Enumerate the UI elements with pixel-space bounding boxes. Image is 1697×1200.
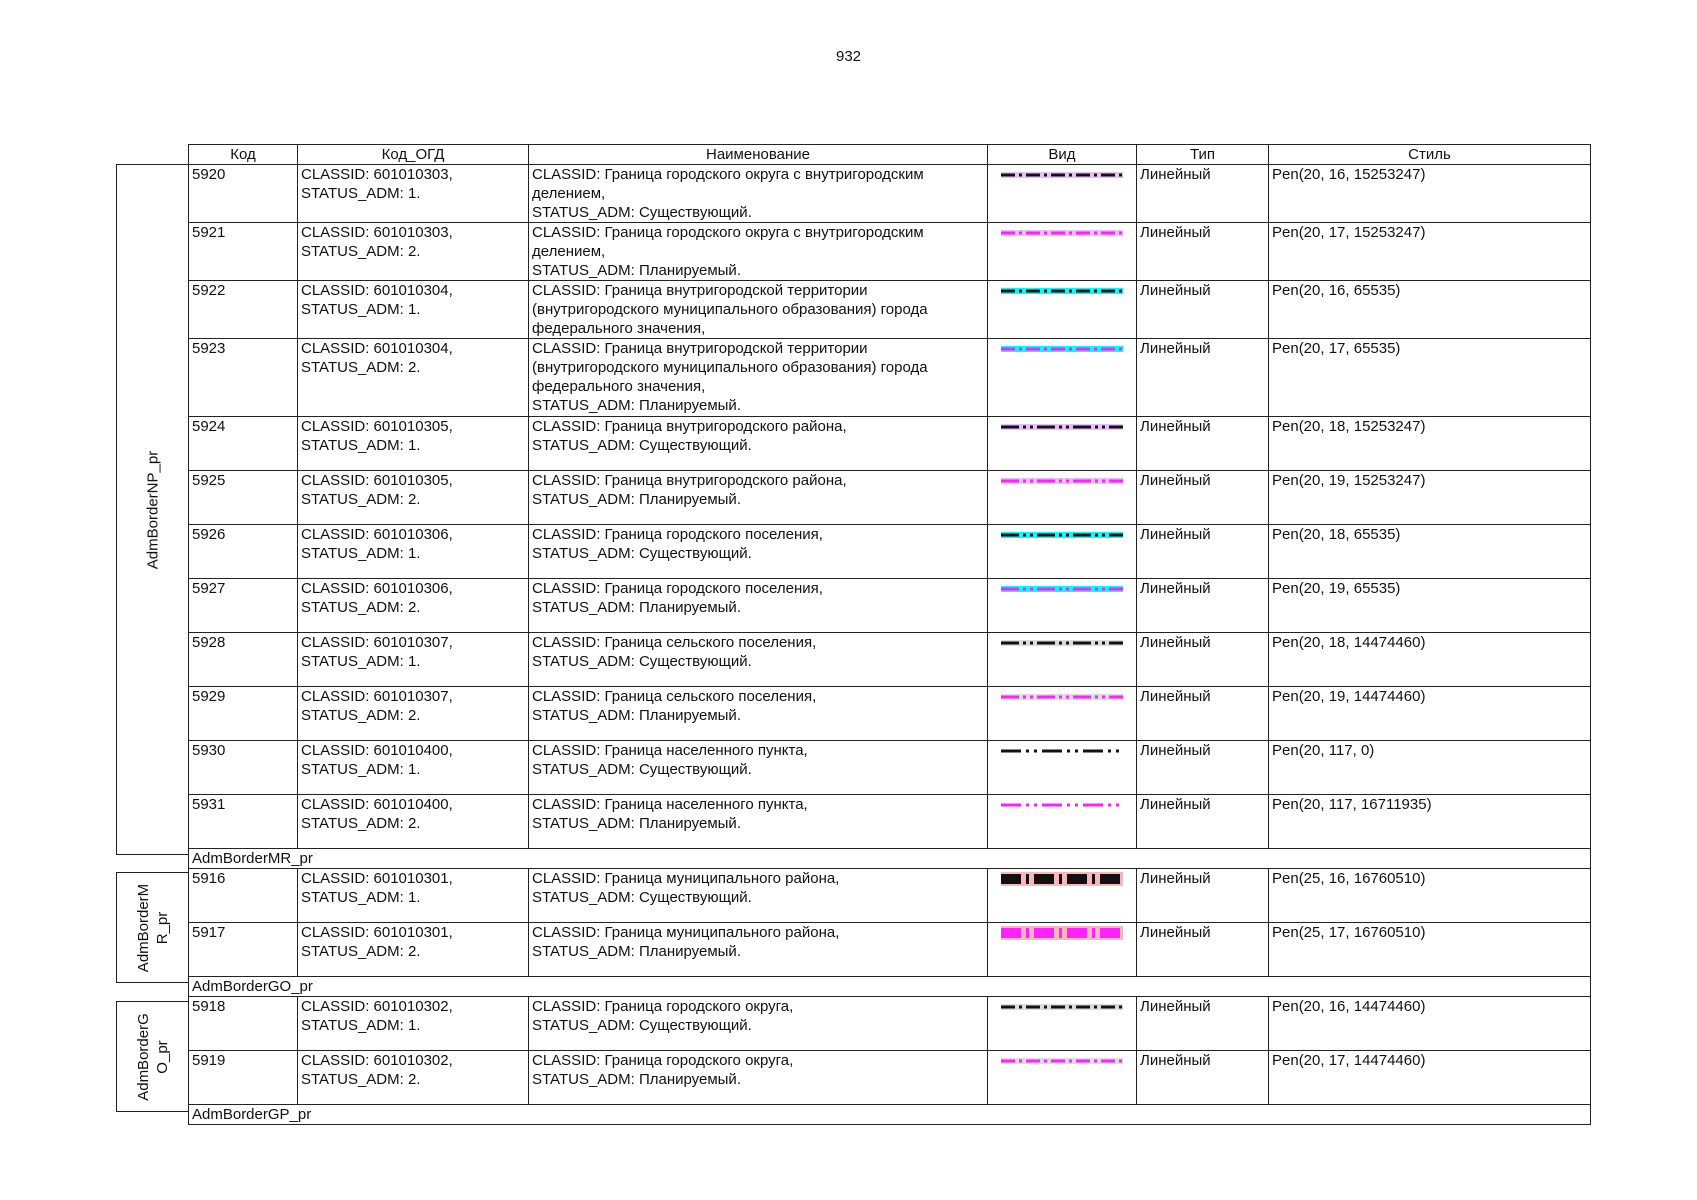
kod-value: 5918	[192, 998, 226, 1015]
kod-value: 5917	[192, 924, 226, 941]
cell-tip	[1137, 525, 1269, 579]
name-line: STATUS_ADM: Планируемый.	[532, 599, 741, 616]
cell-style	[1269, 741, 1591, 795]
cell-vid	[988, 997, 1137, 1051]
cell-tip	[1137, 997, 1269, 1051]
cell-kod-ogd	[298, 417, 529, 471]
ogd-line-2: STATUS_ADM: 2.	[301, 599, 421, 616]
cell-kod-ogd	[298, 997, 529, 1051]
name-line: CLASSID: Граница внутригородского района,	[532, 472, 847, 489]
ogd-line-1: CLASSID: 601010304,	[301, 282, 453, 299]
style-value: Pen(20, 117, 16711935)	[1272, 796, 1432, 813]
style-value: Pen(20, 16, 14474460)	[1272, 998, 1426, 1015]
cell-kod	[189, 795, 298, 849]
style-value: Pen(20, 19, 14474460)	[1272, 688, 1426, 705]
kod-value: 5920	[192, 166, 226, 183]
name-line: STATUS_ADM: Существующий.	[532, 204, 752, 221]
cell-name	[529, 471, 988, 525]
cell-style	[1269, 471, 1591, 525]
tip-value: Линейный	[1140, 340, 1211, 357]
cell-name	[529, 579, 988, 633]
name-line: делением,	[532, 243, 606, 260]
ogd-line-2: STATUS_ADM: 1.	[301, 301, 421, 318]
tip-value: Линейный	[1140, 924, 1211, 941]
table-row	[189, 633, 1591, 687]
cell-style	[1269, 417, 1591, 471]
sidebar-label-go-text: AdmBorderG O_pr	[134, 1012, 171, 1101]
style-value: Pen(20, 16, 65535)	[1272, 282, 1401, 299]
cell-kod	[189, 579, 298, 633]
line-style-swatch	[999, 923, 1125, 943]
cell-style	[1269, 339, 1591, 417]
ogd-line-1: CLASSID: 601010302,	[301, 1052, 453, 1069]
cell-name	[529, 223, 988, 281]
tip-value: Линейный	[1140, 1052, 1211, 1069]
cell-kod-ogd	[298, 1051, 529, 1105]
cell-kod	[189, 471, 298, 525]
name-line: CLASSID: Граница городского округа,	[532, 998, 794, 1015]
ogd-line-1: CLASSID: 601010301,	[301, 924, 453, 941]
kod-value: 5929	[192, 688, 226, 705]
legend-table	[188, 144, 1591, 1125]
line-style-swatch	[999, 417, 1125, 437]
group-label-row	[189, 849, 1591, 869]
cell-style	[1269, 687, 1591, 741]
ogd-line-2: STATUS_ADM: 1.	[301, 653, 421, 670]
name-line: STATUS_ADM: Планируемый.	[532, 397, 741, 414]
style-value: Pen(20, 17, 15253247)	[1272, 224, 1426, 241]
header-vid: Вид	[988, 145, 1137, 165]
name-line: CLASSID: Граница внутригородской территории	[532, 282, 868, 299]
kod-value: 5921	[192, 224, 226, 241]
sidebar-label-go	[134, 1009, 172, 1104]
name-line: федерального значения,	[532, 378, 706, 395]
tip-value: Линейный	[1140, 580, 1211, 597]
cell-kod	[189, 633, 298, 687]
name-line: STATUS_ADM: Планируемый.	[532, 491, 741, 508]
cell-kod	[189, 223, 298, 281]
group-label: AdmBorderGP_pr	[189, 1105, 1591, 1125]
line-style-swatch	[999, 633, 1125, 653]
ogd-line-2: STATUS_ADM: 1.	[301, 1017, 421, 1034]
name-line: делением,	[532, 185, 606, 202]
table-row	[189, 687, 1591, 741]
name-line: STATUS_ADM: Планируемый.	[532, 1071, 741, 1088]
cell-kod	[189, 997, 298, 1051]
cell-kod	[189, 165, 298, 223]
sidebar-admbordermr	[116, 872, 188, 983]
name-line: CLASSID: Граница городского округа с внутригородским	[532, 166, 924, 183]
cell-tip	[1137, 579, 1269, 633]
ogd-line-2: STATUS_ADM: 1.	[301, 761, 421, 778]
style-value: Pen(20, 19, 15253247)	[1272, 472, 1426, 489]
cell-kod	[189, 417, 298, 471]
table-row	[189, 471, 1591, 525]
table-row	[189, 795, 1591, 849]
cell-kod-ogd	[298, 795, 529, 849]
ogd-line-1: CLASSID: 601010302,	[301, 998, 453, 1015]
table-row	[189, 997, 1591, 1051]
name-line: STATUS_ADM: Существующий.	[532, 1017, 752, 1034]
cell-tip	[1137, 165, 1269, 223]
ogd-line-2: STATUS_ADM: 1.	[301, 889, 421, 906]
ogd-line-2: STATUS_ADM: 2.	[301, 815, 421, 832]
table-row	[189, 923, 1591, 977]
kod-value: 5924	[192, 418, 226, 435]
cell-vid	[988, 579, 1137, 633]
table-row	[189, 741, 1591, 795]
ogd-line-1: CLASSID: 601010400,	[301, 796, 453, 813]
table-row	[189, 525, 1591, 579]
name-line: (внутригородского муниципального образования) города	[532, 359, 928, 376]
cell-style	[1269, 923, 1591, 977]
cell-tip	[1137, 923, 1269, 977]
ogd-line-1: CLASSID: 601010307,	[301, 688, 453, 705]
cell-vid	[988, 417, 1137, 471]
line-style-swatch	[999, 741, 1125, 761]
cell-tip	[1137, 1051, 1269, 1105]
group-label-row	[189, 977, 1591, 997]
cell-name	[529, 525, 988, 579]
header-row	[189, 145, 1591, 165]
cell-vid	[988, 1051, 1137, 1105]
cell-kod	[189, 741, 298, 795]
name-line: CLASSID: Граница муниципального района,	[532, 924, 840, 941]
cell-style	[1269, 165, 1591, 223]
cell-kod-ogd	[298, 579, 529, 633]
ogd-line-2: STATUS_ADM: 1.	[301, 545, 421, 562]
name-line: CLASSID: Граница внутригородской территории	[532, 340, 868, 357]
kod-value: 5926	[192, 526, 226, 543]
cell-vid	[988, 339, 1137, 417]
tip-value: Линейный	[1140, 224, 1211, 241]
ogd-line-1: CLASSID: 601010306,	[301, 526, 453, 543]
cell-tip	[1137, 687, 1269, 741]
table-row	[189, 417, 1591, 471]
name-line: STATUS_ADM: Существующий.	[532, 889, 752, 906]
cell-tip	[1137, 339, 1269, 417]
cell-style	[1269, 869, 1591, 923]
ogd-line-1: CLASSID: 601010305,	[301, 418, 453, 435]
line-style-swatch	[999, 339, 1125, 359]
cell-style	[1269, 525, 1591, 579]
group-label: AdmBorderMR_pr	[189, 849, 1591, 869]
cell-vid	[988, 281, 1137, 339]
name-line: CLASSID: Граница населенного пункта,	[532, 796, 808, 813]
ogd-line-2: STATUS_ADM: 2.	[301, 491, 421, 508]
kod-value: 5931	[192, 796, 226, 813]
ogd-line-1: CLASSID: 601010400,	[301, 742, 453, 759]
name-line: STATUS_ADM: Планируемый.	[532, 815, 741, 832]
cell-vid	[988, 471, 1137, 525]
cell-kod	[189, 687, 298, 741]
tip-value: Линейный	[1140, 472, 1211, 489]
line-style-swatch	[999, 471, 1125, 491]
table-row	[189, 869, 1591, 923]
cell-kod-ogd	[298, 165, 529, 223]
tip-value: Линейный	[1140, 634, 1211, 651]
name-line: CLASSID: Граница сельского поселения,	[532, 688, 817, 705]
ogd-line-2: STATUS_ADM: 2.	[301, 943, 421, 960]
kod-value: 5922	[192, 282, 226, 299]
line-style-swatch	[999, 795, 1125, 815]
tip-value: Линейный	[1140, 418, 1211, 435]
style-value: Pen(20, 16, 15253247)	[1272, 166, 1426, 183]
cell-style	[1269, 579, 1591, 633]
ogd-line-2: STATUS_ADM: 2.	[301, 1071, 421, 1088]
line-style-swatch	[999, 997, 1125, 1017]
name-line: CLASSID: Граница внутригородского района,	[532, 418, 847, 435]
cell-kod-ogd	[298, 633, 529, 687]
ogd-line-1: CLASSID: 601010303,	[301, 224, 453, 241]
name-line: STATUS_ADM: Существующий.	[532, 653, 752, 670]
tip-value: Линейный	[1140, 166, 1211, 183]
line-style-swatch	[999, 223, 1125, 243]
cell-name	[529, 339, 988, 417]
kod-value: 5927	[192, 580, 226, 597]
name-line: STATUS_ADM: Существующий.	[532, 761, 752, 778]
line-style-swatch	[999, 869, 1125, 889]
cell-tip	[1137, 471, 1269, 525]
name-line: STATUS_ADM: Планируемый.	[532, 707, 741, 724]
name-line: STATUS_ADM: Существующий.	[532, 437, 752, 454]
ogd-line-1: CLASSID: 601010303,	[301, 166, 453, 183]
ogd-line-2: STATUS_ADM: 2.	[301, 707, 421, 724]
cell-kod-ogd	[298, 525, 529, 579]
ogd-line-1: CLASSID: 601010304,	[301, 340, 453, 357]
line-style-swatch	[999, 281, 1125, 301]
ogd-line-1: CLASSID: 601010307,	[301, 634, 453, 651]
tip-value: Линейный	[1140, 796, 1211, 813]
name-line: федерального значения,	[532, 320, 706, 337]
cell-vid	[988, 525, 1137, 579]
cell-name	[529, 417, 988, 471]
cell-tip	[1137, 869, 1269, 923]
cell-vid	[988, 165, 1137, 223]
cell-kod-ogd	[298, 471, 529, 525]
cell-kod-ogd	[298, 741, 529, 795]
kod-value: 5919	[192, 1052, 226, 1069]
tip-value: Линейный	[1140, 526, 1211, 543]
ogd-line-2: STATUS_ADM: 2.	[301, 359, 421, 376]
cell-vid	[988, 795, 1137, 849]
cell-name	[529, 869, 988, 923]
table-row	[189, 281, 1591, 339]
table-row	[189, 339, 1591, 417]
name-line: CLASSID: Граница городского поселения,	[532, 580, 823, 597]
cell-vid	[988, 223, 1137, 281]
name-line: STATUS_ADM: Существующий.	[532, 545, 752, 562]
name-line: CLASSID: Граница городского округа,	[532, 1052, 794, 1069]
cell-kod-ogd	[298, 923, 529, 977]
ogd-line-2: STATUS_ADM: 1.	[301, 185, 421, 202]
name-line: CLASSID: Граница населенного пункта,	[532, 742, 808, 759]
line-style-swatch	[999, 165, 1125, 185]
cell-kod-ogd	[298, 869, 529, 923]
cell-style	[1269, 633, 1591, 687]
cell-style	[1269, 1051, 1591, 1105]
cell-name	[529, 687, 988, 741]
cell-style	[1269, 223, 1591, 281]
cell-kod	[189, 281, 298, 339]
tip-value: Линейный	[1140, 998, 1211, 1015]
style-value: Pen(20, 18, 14474460)	[1272, 634, 1426, 651]
style-value: Pen(20, 17, 14474460)	[1272, 1052, 1426, 1069]
tip-value: Линейный	[1140, 282, 1211, 299]
cell-kod	[189, 525, 298, 579]
ogd-line-1: CLASSID: 601010305,	[301, 472, 453, 489]
line-style-swatch	[999, 579, 1125, 599]
header-style: Стиль	[1269, 145, 1591, 165]
cell-kod	[189, 869, 298, 923]
tip-value: Линейный	[1140, 742, 1211, 759]
ogd-line-1: CLASSID: 601010306,	[301, 580, 453, 597]
cell-name	[529, 997, 988, 1051]
cell-tip	[1137, 417, 1269, 471]
ogd-line-2: STATUS_ADM: 1.	[301, 437, 421, 454]
name-line: CLASSID: Граница сельского поселения,	[532, 634, 817, 651]
cell-name	[529, 281, 988, 339]
kod-value: 5916	[192, 870, 226, 887]
tip-value: Линейный	[1140, 688, 1211, 705]
cell-tip	[1137, 633, 1269, 687]
group-label: AdmBorderGO_pr	[189, 977, 1591, 997]
line-style-swatch	[999, 1051, 1125, 1071]
table-row	[189, 165, 1591, 223]
kod-value: 5930	[192, 742, 226, 759]
sidebar-label-mr-text: AdmBorderM R_pr	[134, 883, 171, 972]
cell-kod	[189, 923, 298, 977]
cell-kod-ogd	[298, 281, 529, 339]
style-value: Pen(20, 18, 65535)	[1272, 526, 1401, 543]
table-row	[189, 223, 1591, 281]
cell-name	[529, 1051, 988, 1105]
style-value: Pen(25, 17, 16760510)	[1272, 924, 1426, 941]
cell-name	[529, 741, 988, 795]
group-label-row	[189, 1105, 1591, 1125]
name-line: STATUS_ADM: Планируемый.	[532, 943, 741, 960]
cell-vid	[988, 923, 1137, 977]
name-line: CLASSID: Граница муниципального района,	[532, 870, 840, 887]
header-name: Наименование	[529, 145, 988, 165]
header-tip: Тип	[1137, 145, 1269, 165]
cell-kod	[189, 339, 298, 417]
name-line: CLASSID: Граница городского округа с внутригородским	[532, 224, 924, 241]
cell-kod-ogd	[298, 223, 529, 281]
style-value: Pen(20, 17, 65535)	[1272, 340, 1401, 357]
cell-style	[1269, 997, 1591, 1051]
ogd-line-1: CLASSID: 601010301,	[301, 870, 453, 887]
cell-vid	[988, 741, 1137, 795]
cell-name	[529, 795, 988, 849]
cell-vid	[988, 869, 1137, 923]
kod-value: 5928	[192, 634, 226, 651]
table-body	[189, 165, 1591, 1125]
tip-value: Линейный	[1140, 870, 1211, 887]
style-value: Pen(25, 16, 16760510)	[1272, 870, 1426, 887]
kod-value: 5923	[192, 340, 226, 357]
sidebar-admbordergo	[116, 1001, 188, 1112]
cell-tip	[1137, 281, 1269, 339]
kod-value: 5925	[192, 472, 226, 489]
cell-name	[529, 165, 988, 223]
table-row	[189, 579, 1591, 633]
ogd-line-2: STATUS_ADM: 2.	[301, 243, 421, 260]
table-row	[189, 1051, 1591, 1105]
cell-kod-ogd	[298, 339, 529, 417]
sidebar-label-mr	[134, 880, 172, 975]
header-kod: Код	[189, 145, 298, 165]
style-value: Pen(20, 117, 0)	[1272, 742, 1375, 759]
line-style-swatch	[999, 525, 1125, 545]
header-kod-ogd: Код_ОГД	[298, 145, 529, 165]
cell-kod-ogd	[298, 687, 529, 741]
name-line: CLASSID: Граница городского поселения,	[532, 526, 823, 543]
sidebar-label-np: AdmBorderNP_pr	[144, 450, 161, 569]
cell-tip	[1137, 223, 1269, 281]
cell-tip	[1137, 741, 1269, 795]
page-number: 932	[835, 48, 862, 65]
cell-style	[1269, 281, 1591, 339]
cell-name	[529, 923, 988, 977]
line-style-swatch	[999, 687, 1125, 707]
style-value: Pen(20, 19, 65535)	[1272, 580, 1401, 597]
cell-name	[529, 633, 988, 687]
cell-vid	[988, 687, 1137, 741]
name-line: (внутригородского муниципального образования) города	[532, 301, 928, 318]
name-line: STATUS_ADM: Планируемый.	[532, 262, 741, 279]
cell-kod	[189, 1051, 298, 1105]
sidebar-admbordernp	[116, 164, 188, 855]
cell-vid	[988, 633, 1137, 687]
cell-tip	[1137, 795, 1269, 849]
cell-style	[1269, 795, 1591, 849]
style-value: Pen(20, 18, 15253247)	[1272, 418, 1426, 435]
